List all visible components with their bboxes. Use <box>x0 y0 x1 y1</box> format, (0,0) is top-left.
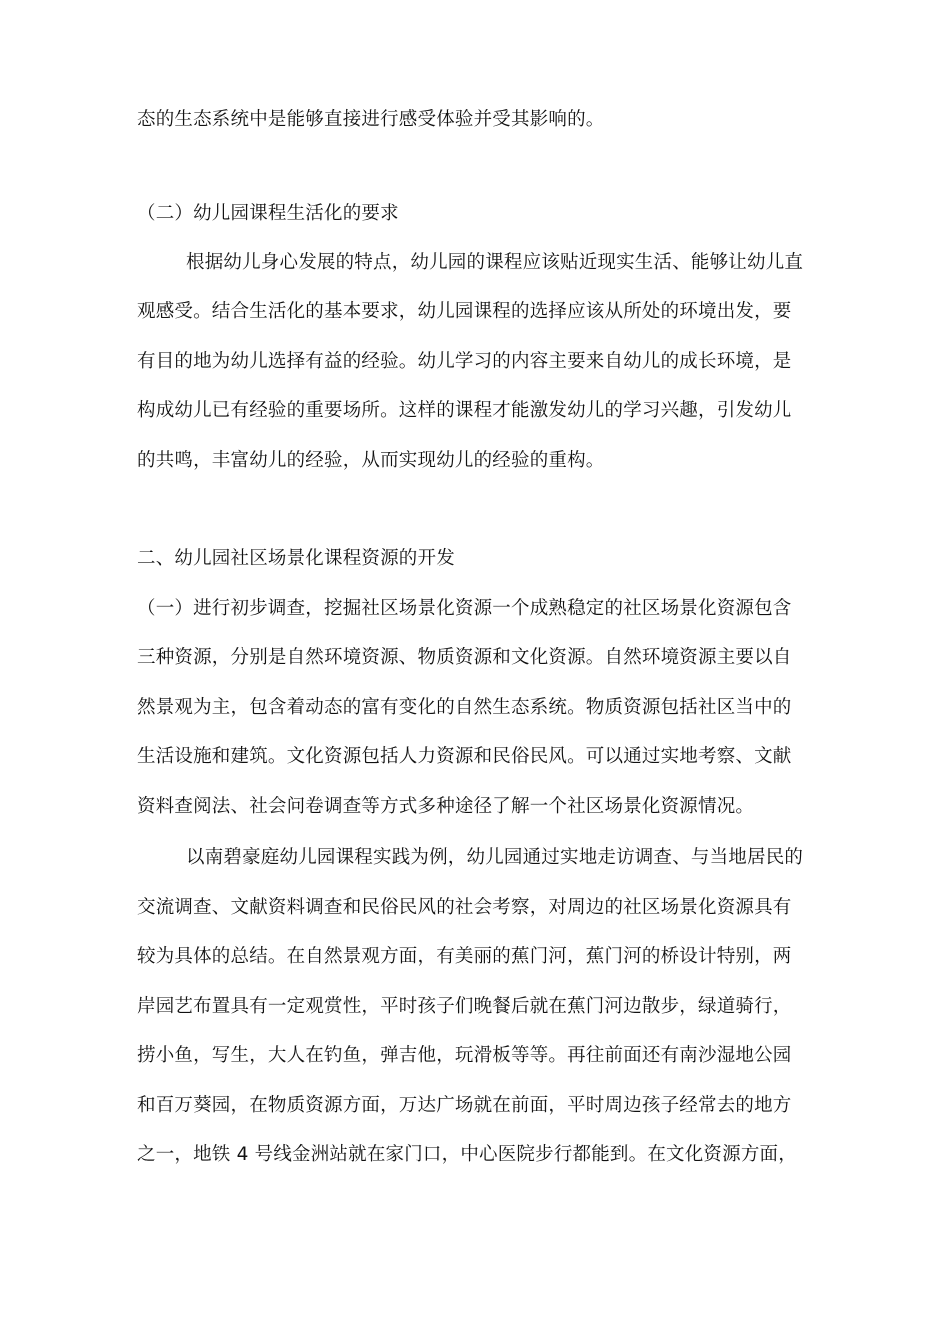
paragraph-line: 和百万葵园，在物质资源方面，万达广场就在前面，平时周边孩子经常去的地方 <box>137 1095 792 1116</box>
paragraph-line: 岸园艺布置具有一定观赏性，平时孩子们晚餐后就在蕉门河边散步，绿道骑行， <box>137 996 792 1017</box>
paragraph-line: 以南碧豪庭幼儿园课程实践为例，幼儿园通过实地走访调查、与当地居民的 <box>186 847 804 868</box>
paragraph-line: 捞小鱼，写生，大人在钓鱼，弹吉他，玩滑板等等。再往前面还有南沙湿地公园 <box>137 1045 792 1066</box>
paragraph-line: 观感受。结合生活化的基本要求，幼儿园课程的选择应该从所处的环境出发，要 <box>137 301 792 322</box>
paragraph-line: （一）进行初步调查，挖掘社区场景化资源一个成熟稳定的社区场景化资源包含 <box>137 598 792 619</box>
paragraph-line: 三种资源，分别是自然环境资源、物质资源和文化资源。自然环境资源主要以自 <box>137 647 792 668</box>
paragraph-line: 之一，地铁 4 号线金洲站就在家门口，中心医院步行都能到。在文化资源方面， <box>137 1144 797 1165</box>
paragraph-line: 然景观为主，包含着动态的富有变化的自然生态系统。物质资源包括社区当中的 <box>137 697 792 718</box>
paragraph-line: 构成幼儿已有经验的重要场所。这样的课程才能激发幼儿的学习兴趣，引发幼儿 <box>137 400 792 421</box>
paragraph-line: 的共鸣，丰富幼儿的经验，从而实现幼儿的经验的重构。 <box>137 450 605 471</box>
paragraph-line: 交流调查、文献资料调查和民俗民风的社会考察，对周边的社区场景化资源具有 <box>137 897 792 918</box>
paragraph-line: 资料查阅法、社会问卷调查等方式多种途径了解一个社区场景化资源情况。 <box>137 796 755 817</box>
section-heading: （二）幼儿园课程生活化的要求 <box>137 203 399 224</box>
paragraph-line: 根据幼儿身心发展的特点，幼儿园的课程应该贴近现实生活、能够让幼儿直 <box>186 252 804 273</box>
paragraph-line: 较为具体的总结。在自然景观方面，有美丽的蕉门河，蕉门河的桥设计特别，两 <box>137 946 792 967</box>
paragraph-line: 态的生态系统中是能够直接进行感受体验并受其影响的。 <box>137 109 605 130</box>
paragraph-line: 有目的地为幼儿选择有益的经验。幼儿学习的内容主要来自幼儿的成长环境，是 <box>137 351 792 372</box>
chapter-heading: 二、幼儿园社区场景化课程资源的开发 <box>137 548 455 569</box>
paragraph-line: 生活设施和建筑。文化资源包括人力资源和民俗民风。可以通过实地考察、文献 <box>137 746 792 767</box>
